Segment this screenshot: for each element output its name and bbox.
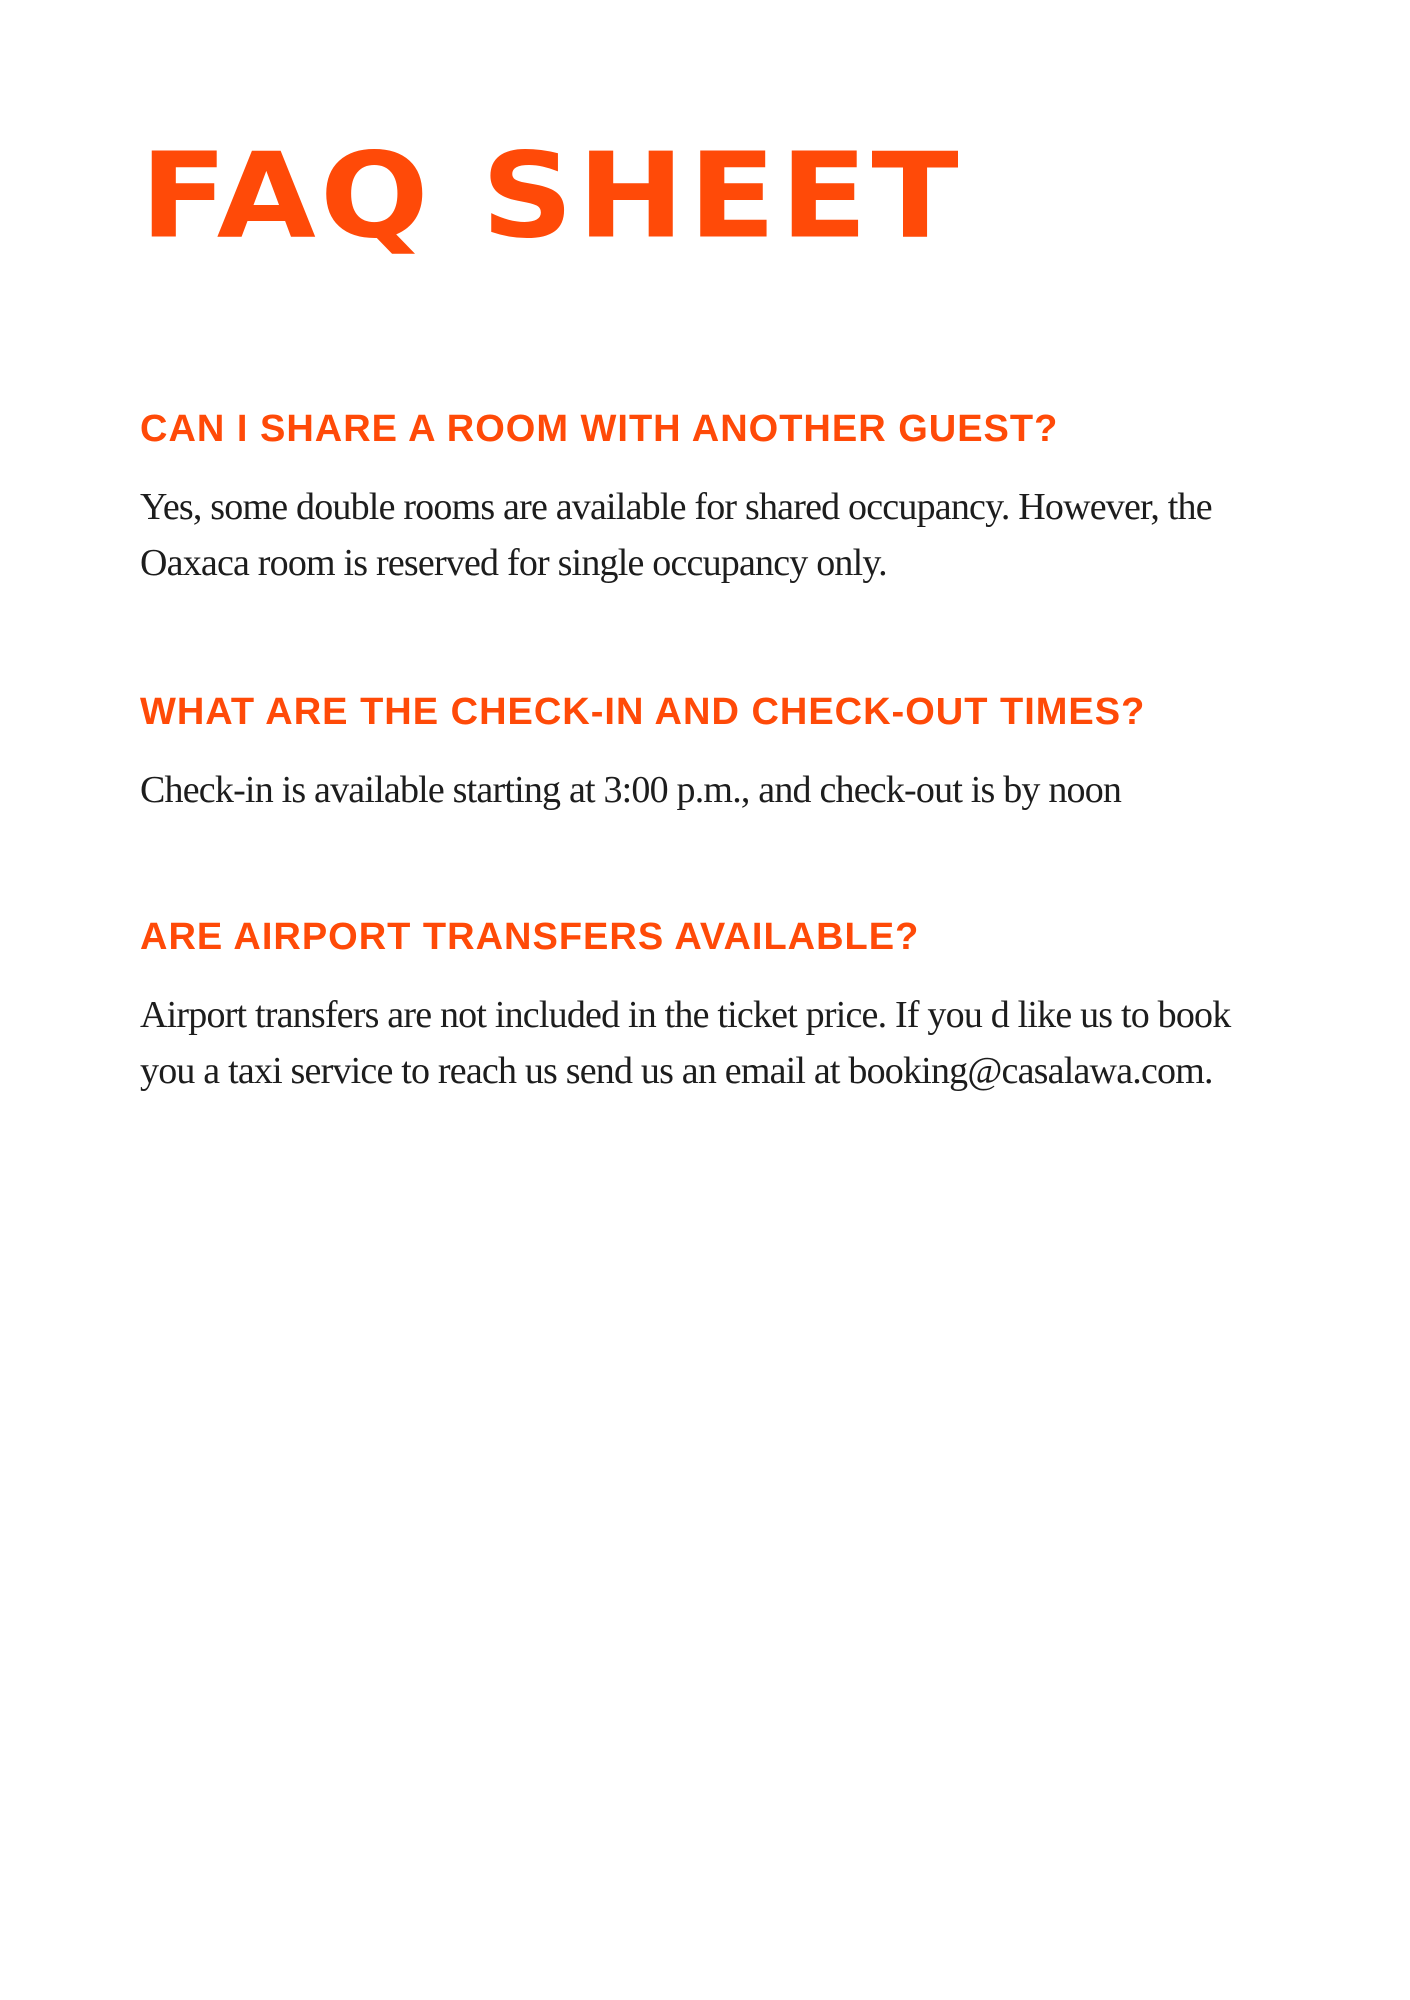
- faq-answer: Yes, some double rooms are available for shared occupancy. However, the Oaxaca room is reserved for single occupancy only.: [140, 486, 1212, 584]
- page-title: FAQ SHEET: [140, 127, 963, 265]
- faq-item-airport-transfers: [140, 913, 1280, 1099]
- faq-question: CAN I SHARE A ROOM WITH ANOTHER GUEST?: [140, 408, 1059, 450]
- faq-item-check-times: [140, 688, 1280, 818]
- faq-answer: Airport transfers are not included in the ticket price. If you d like us to book you a taxi service to reach us send us an email at booking@casalawa.com.: [140, 994, 1231, 1092]
- faq-answer: Check-in is available starting at 3:00 p.m., and check-out is by noon: [140, 769, 1122, 811]
- faq-item-shared-room: [140, 405, 1280, 591]
- faq-question: WHAT ARE THE CHECK-IN AND CHECK-OUT TIMES?: [140, 691, 1146, 733]
- faq-question: ARE AIRPORT TRANSFERS AVAILABLE?: [140, 916, 920, 958]
